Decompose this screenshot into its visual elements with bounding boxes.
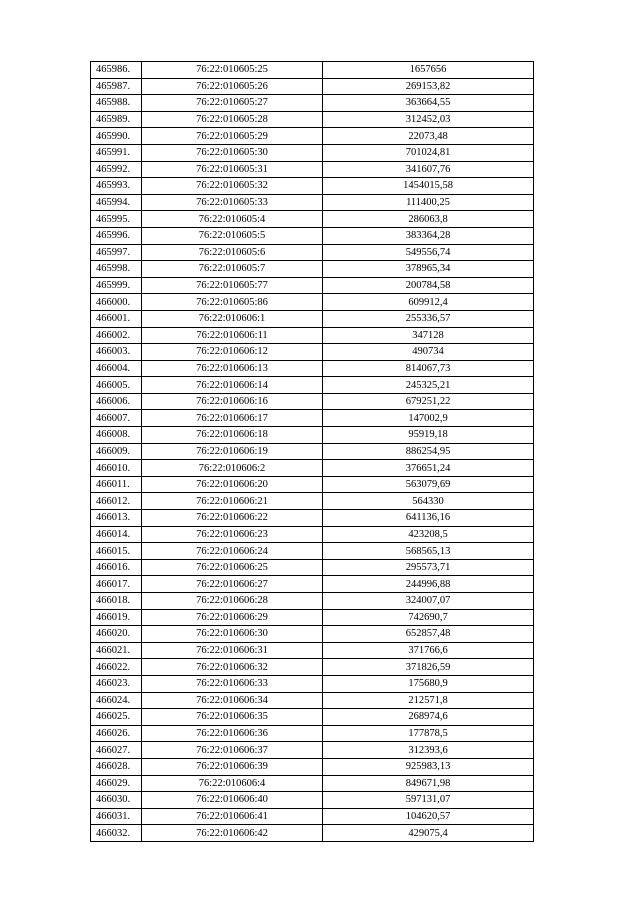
row-number-cell: 465998. [91, 261, 142, 278]
table-row [91, 377, 534, 394]
cadastral-value-cell: 95919,18 [323, 427, 534, 444]
row-number-cell: 465993. [91, 178, 142, 195]
table-row [91, 443, 534, 460]
table-row [91, 692, 534, 709]
row-number-cell: 466019. [91, 609, 142, 626]
cadastral-value-cell: 383364,28 [323, 227, 534, 244]
cadastral-number-cell: 76:22:010606:19 [142, 443, 323, 460]
cadastral-number-cell: 76:22:010606:40 [142, 792, 323, 809]
cadastral-value-cell: 175680,9 [323, 675, 534, 692]
cadastral-number-cell: 76:22:010605:7 [142, 261, 323, 278]
table-row [91, 709, 534, 726]
cadastral-number-cell: 76:22:010605:6 [142, 244, 323, 261]
table-row [91, 559, 534, 576]
cadastral-number-cell: 76:22:010606:22 [142, 510, 323, 527]
table-row [91, 825, 534, 842]
row-number-cell: 466014. [91, 526, 142, 543]
cadastral-value-cell: 22073,48 [323, 128, 534, 145]
cadastral-value-cell: 347128 [323, 327, 534, 344]
table-row [91, 775, 534, 792]
cadastral-value-cell: 423208,5 [323, 526, 534, 543]
row-number-cell: 466020. [91, 626, 142, 643]
cadastral-value-cell: 378965,34 [323, 261, 534, 278]
cadastral-value-cell: 376651,24 [323, 460, 534, 477]
cadastral-number-cell: 76:22:010606:24 [142, 543, 323, 560]
row-number-cell: 466022. [91, 659, 142, 676]
table-row [91, 95, 534, 112]
cadastral-value-cell: 563079,69 [323, 476, 534, 493]
cadastral-number-cell: 76:22:010606:27 [142, 576, 323, 593]
cadastral-value-cell: 1454015,58 [323, 178, 534, 195]
row-number-cell: 465997. [91, 244, 142, 261]
row-number-cell: 466021. [91, 642, 142, 659]
cadastral-number-cell: 76:22:010606:17 [142, 410, 323, 427]
row-number-cell: 465987. [91, 78, 142, 95]
cadastral-number-cell: 76:22:010606:29 [142, 609, 323, 626]
cadastral-number-cell: 76:22:010605:86 [142, 294, 323, 311]
table-row [91, 344, 534, 361]
row-number-cell: 466000. [91, 294, 142, 311]
table-row [91, 393, 534, 410]
table-row [91, 310, 534, 327]
row-number-cell: 466024. [91, 692, 142, 709]
table-row [91, 609, 534, 626]
cadastral-value-cell: 104620,57 [323, 808, 534, 825]
row-number-cell: 465994. [91, 194, 142, 211]
cadastral-value-cell: 371826,59 [323, 659, 534, 676]
cadastral-value-cell: 652857,48 [323, 626, 534, 643]
cadastral-value-cell: 286063,8 [323, 211, 534, 228]
table-row [91, 227, 534, 244]
row-number-cell: 466008. [91, 427, 142, 444]
table-row [91, 277, 534, 294]
row-number-cell: 466023. [91, 675, 142, 692]
cadastral-number-cell: 76:22:010606:13 [142, 360, 323, 377]
row-number-cell: 465990. [91, 128, 142, 145]
cadastral-number-cell: 76:22:010606:21 [142, 493, 323, 510]
cadastral-value-cell: 742690,7 [323, 609, 534, 626]
table-row [91, 543, 534, 560]
cadastral-number-cell: 76:22:010605:29 [142, 128, 323, 145]
cadastral-number-cell: 76:22:010606:1 [142, 310, 323, 327]
cadastral-number-cell: 76:22:010606:20 [142, 476, 323, 493]
cadastral-number-cell: 76:22:010606:2 [142, 460, 323, 477]
cadastral-number-cell: 76:22:010605:28 [142, 111, 323, 128]
cadastral-value-cell: 429075,4 [323, 825, 534, 842]
cadastral-number-cell: 76:22:010606:31 [142, 642, 323, 659]
row-number-cell: 466018. [91, 593, 142, 610]
cadastral-number-cell: 76:22:010606:18 [142, 427, 323, 444]
cadastral-number-cell: 76:22:010606:30 [142, 626, 323, 643]
row-number-cell: 466001. [91, 310, 142, 327]
table-row [91, 808, 534, 825]
row-number-cell: 465992. [91, 161, 142, 178]
cadastral-number-cell: 76:22:010606:12 [142, 344, 323, 361]
row-number-cell: 466032. [91, 825, 142, 842]
cadastral-value-cell: 324007,07 [323, 593, 534, 610]
table-row [91, 476, 534, 493]
cadastral-value-cell: 312393,6 [323, 742, 534, 759]
table-row [91, 410, 534, 427]
table-row [91, 62, 534, 79]
row-number-cell: 465989. [91, 111, 142, 128]
row-number-cell: 466004. [91, 360, 142, 377]
cadastral-value-cell: 255336,57 [323, 310, 534, 327]
cadastral-value-cell: 147002,9 [323, 410, 534, 427]
row-number-cell: 466012. [91, 493, 142, 510]
row-number-cell: 465986. [91, 62, 142, 79]
cadastral-number-cell: 76:22:010606:35 [142, 709, 323, 726]
cadastral-number-cell: 76:22:010606:41 [142, 808, 323, 825]
cadastral-value-cell: 295573,71 [323, 559, 534, 576]
cadastral-value-cell: 679251,22 [323, 393, 534, 410]
cadastral-number-cell: 76:22:010605:27 [142, 95, 323, 112]
table-row [91, 360, 534, 377]
row-number-cell: 466006. [91, 393, 142, 410]
cadastral-number-cell: 76:22:010606:33 [142, 675, 323, 692]
row-number-cell: 466027. [91, 742, 142, 759]
row-number-cell: 465995. [91, 211, 142, 228]
cadastral-value-cell: 490734 [323, 344, 534, 361]
cadastral-value-cell: 212571,8 [323, 692, 534, 709]
table-row [91, 244, 534, 261]
cadastral-number-cell: 76:22:010606:23 [142, 526, 323, 543]
cadastral-value-cell: 609912,4 [323, 294, 534, 311]
table-row [91, 161, 534, 178]
cadastral-value-cell: 1657656 [323, 62, 534, 79]
cadastral-value-cell: 363664,55 [323, 95, 534, 112]
row-number-cell: 466030. [91, 792, 142, 809]
table-row [91, 526, 534, 543]
table-row [91, 626, 534, 643]
cadastral-value-cell: 701024,81 [323, 144, 534, 161]
cadastral-number-cell: 76:22:010605:32 [142, 178, 323, 195]
cadastral-value-cell: 200784,58 [323, 277, 534, 294]
table-row [91, 593, 534, 610]
row-number-cell: 466026. [91, 725, 142, 742]
cadastral-number-cell: 76:22:010605:30 [142, 144, 323, 161]
cadastral-value-table [90, 61, 534, 842]
table-row [91, 742, 534, 759]
cadastral-value-cell: 641136,16 [323, 510, 534, 527]
cadastral-number-cell: 76:22:010605:77 [142, 277, 323, 294]
cadastral-number-cell: 76:22:010606:39 [142, 758, 323, 775]
cadastral-number-cell: 76:22:010606:34 [142, 692, 323, 709]
table-row [91, 427, 534, 444]
cadastral-number-cell: 76:22:010606:42 [142, 825, 323, 842]
table-row [91, 725, 534, 742]
cadastral-value-cell: 371766,6 [323, 642, 534, 659]
cadastral-value-cell: 269153,82 [323, 78, 534, 95]
cadastral-number-cell: 76:22:010605:26 [142, 78, 323, 95]
table-row [91, 642, 534, 659]
table-body [91, 62, 534, 842]
cadastral-value-cell: 245325,21 [323, 377, 534, 394]
row-number-cell: 466009. [91, 443, 142, 460]
table-row [91, 78, 534, 95]
table-row [91, 211, 534, 228]
cadastral-value-cell: 849671,98 [323, 775, 534, 792]
cadastral-number-cell: 76:22:010606:36 [142, 725, 323, 742]
cadastral-value-cell: 177878,5 [323, 725, 534, 742]
row-number-cell: 465991. [91, 144, 142, 161]
cadastral-value-cell: 268974,6 [323, 709, 534, 726]
table-row [91, 261, 534, 278]
cadastral-value-cell: 568565,13 [323, 543, 534, 560]
cadastral-value-cell: 549556,74 [323, 244, 534, 261]
table-row [91, 493, 534, 510]
row-number-cell: 466005. [91, 377, 142, 394]
cadastral-number-cell: 76:22:010605:33 [142, 194, 323, 211]
table-row [91, 510, 534, 527]
table-row [91, 460, 534, 477]
row-number-cell: 465988. [91, 95, 142, 112]
cadastral-number-cell: 76:22:010606:4 [142, 775, 323, 792]
row-number-cell: 465996. [91, 227, 142, 244]
table-row [91, 327, 534, 344]
row-number-cell: 466016. [91, 559, 142, 576]
cadastral-value-cell: 886254,95 [323, 443, 534, 460]
table-row [91, 111, 534, 128]
row-number-cell: 466015. [91, 543, 142, 560]
cadastral-value-cell: 244996,88 [323, 576, 534, 593]
row-number-cell: 466010. [91, 460, 142, 477]
row-number-cell: 466028. [91, 758, 142, 775]
row-number-cell: 466017. [91, 576, 142, 593]
table-row [91, 576, 534, 593]
cadastral-number-cell: 76:22:010606:11 [142, 327, 323, 344]
cadastral-value-cell: 111400,25 [323, 194, 534, 211]
cadastral-value-cell: 597131,07 [323, 792, 534, 809]
cadastral-number-cell: 76:22:010606:14 [142, 377, 323, 394]
row-number-cell: 466031. [91, 808, 142, 825]
row-number-cell: 466003. [91, 344, 142, 361]
table-row [91, 194, 534, 211]
cadastral-number-cell: 76:22:010605:25 [142, 62, 323, 79]
cadastral-number-cell: 76:22:010605:4 [142, 211, 323, 228]
table-row [91, 792, 534, 809]
row-number-cell: 466011. [91, 476, 142, 493]
cadastral-value-cell: 925983,13 [323, 758, 534, 775]
table-row [91, 128, 534, 145]
cadastral-value-cell: 341607,76 [323, 161, 534, 178]
row-number-cell: 466025. [91, 709, 142, 726]
table-row [91, 675, 534, 692]
table-row [91, 659, 534, 676]
cadastral-number-cell: 76:22:010606:37 [142, 742, 323, 759]
row-number-cell: 466002. [91, 327, 142, 344]
cadastral-number-cell: 76:22:010606:32 [142, 659, 323, 676]
row-number-cell: 465999. [91, 277, 142, 294]
table-row [91, 144, 534, 161]
table-row [91, 294, 534, 311]
cadastral-number-cell: 76:22:010606:16 [142, 393, 323, 410]
table-row [91, 758, 534, 775]
row-number-cell: 466007. [91, 410, 142, 427]
cadastral-number-cell: 76:22:010605:5 [142, 227, 323, 244]
table-row [91, 178, 534, 195]
row-number-cell: 466029. [91, 775, 142, 792]
cadastral-value-cell: 814067,73 [323, 360, 534, 377]
cadastral-number-cell: 76:22:010606:28 [142, 593, 323, 610]
cadastral-number-cell: 76:22:010605:31 [142, 161, 323, 178]
cadastral-value-cell: 564330 [323, 493, 534, 510]
row-number-cell: 466013. [91, 510, 142, 527]
cadastral-number-cell: 76:22:010606:25 [142, 559, 323, 576]
cadastral-value-cell: 312452,03 [323, 111, 534, 128]
